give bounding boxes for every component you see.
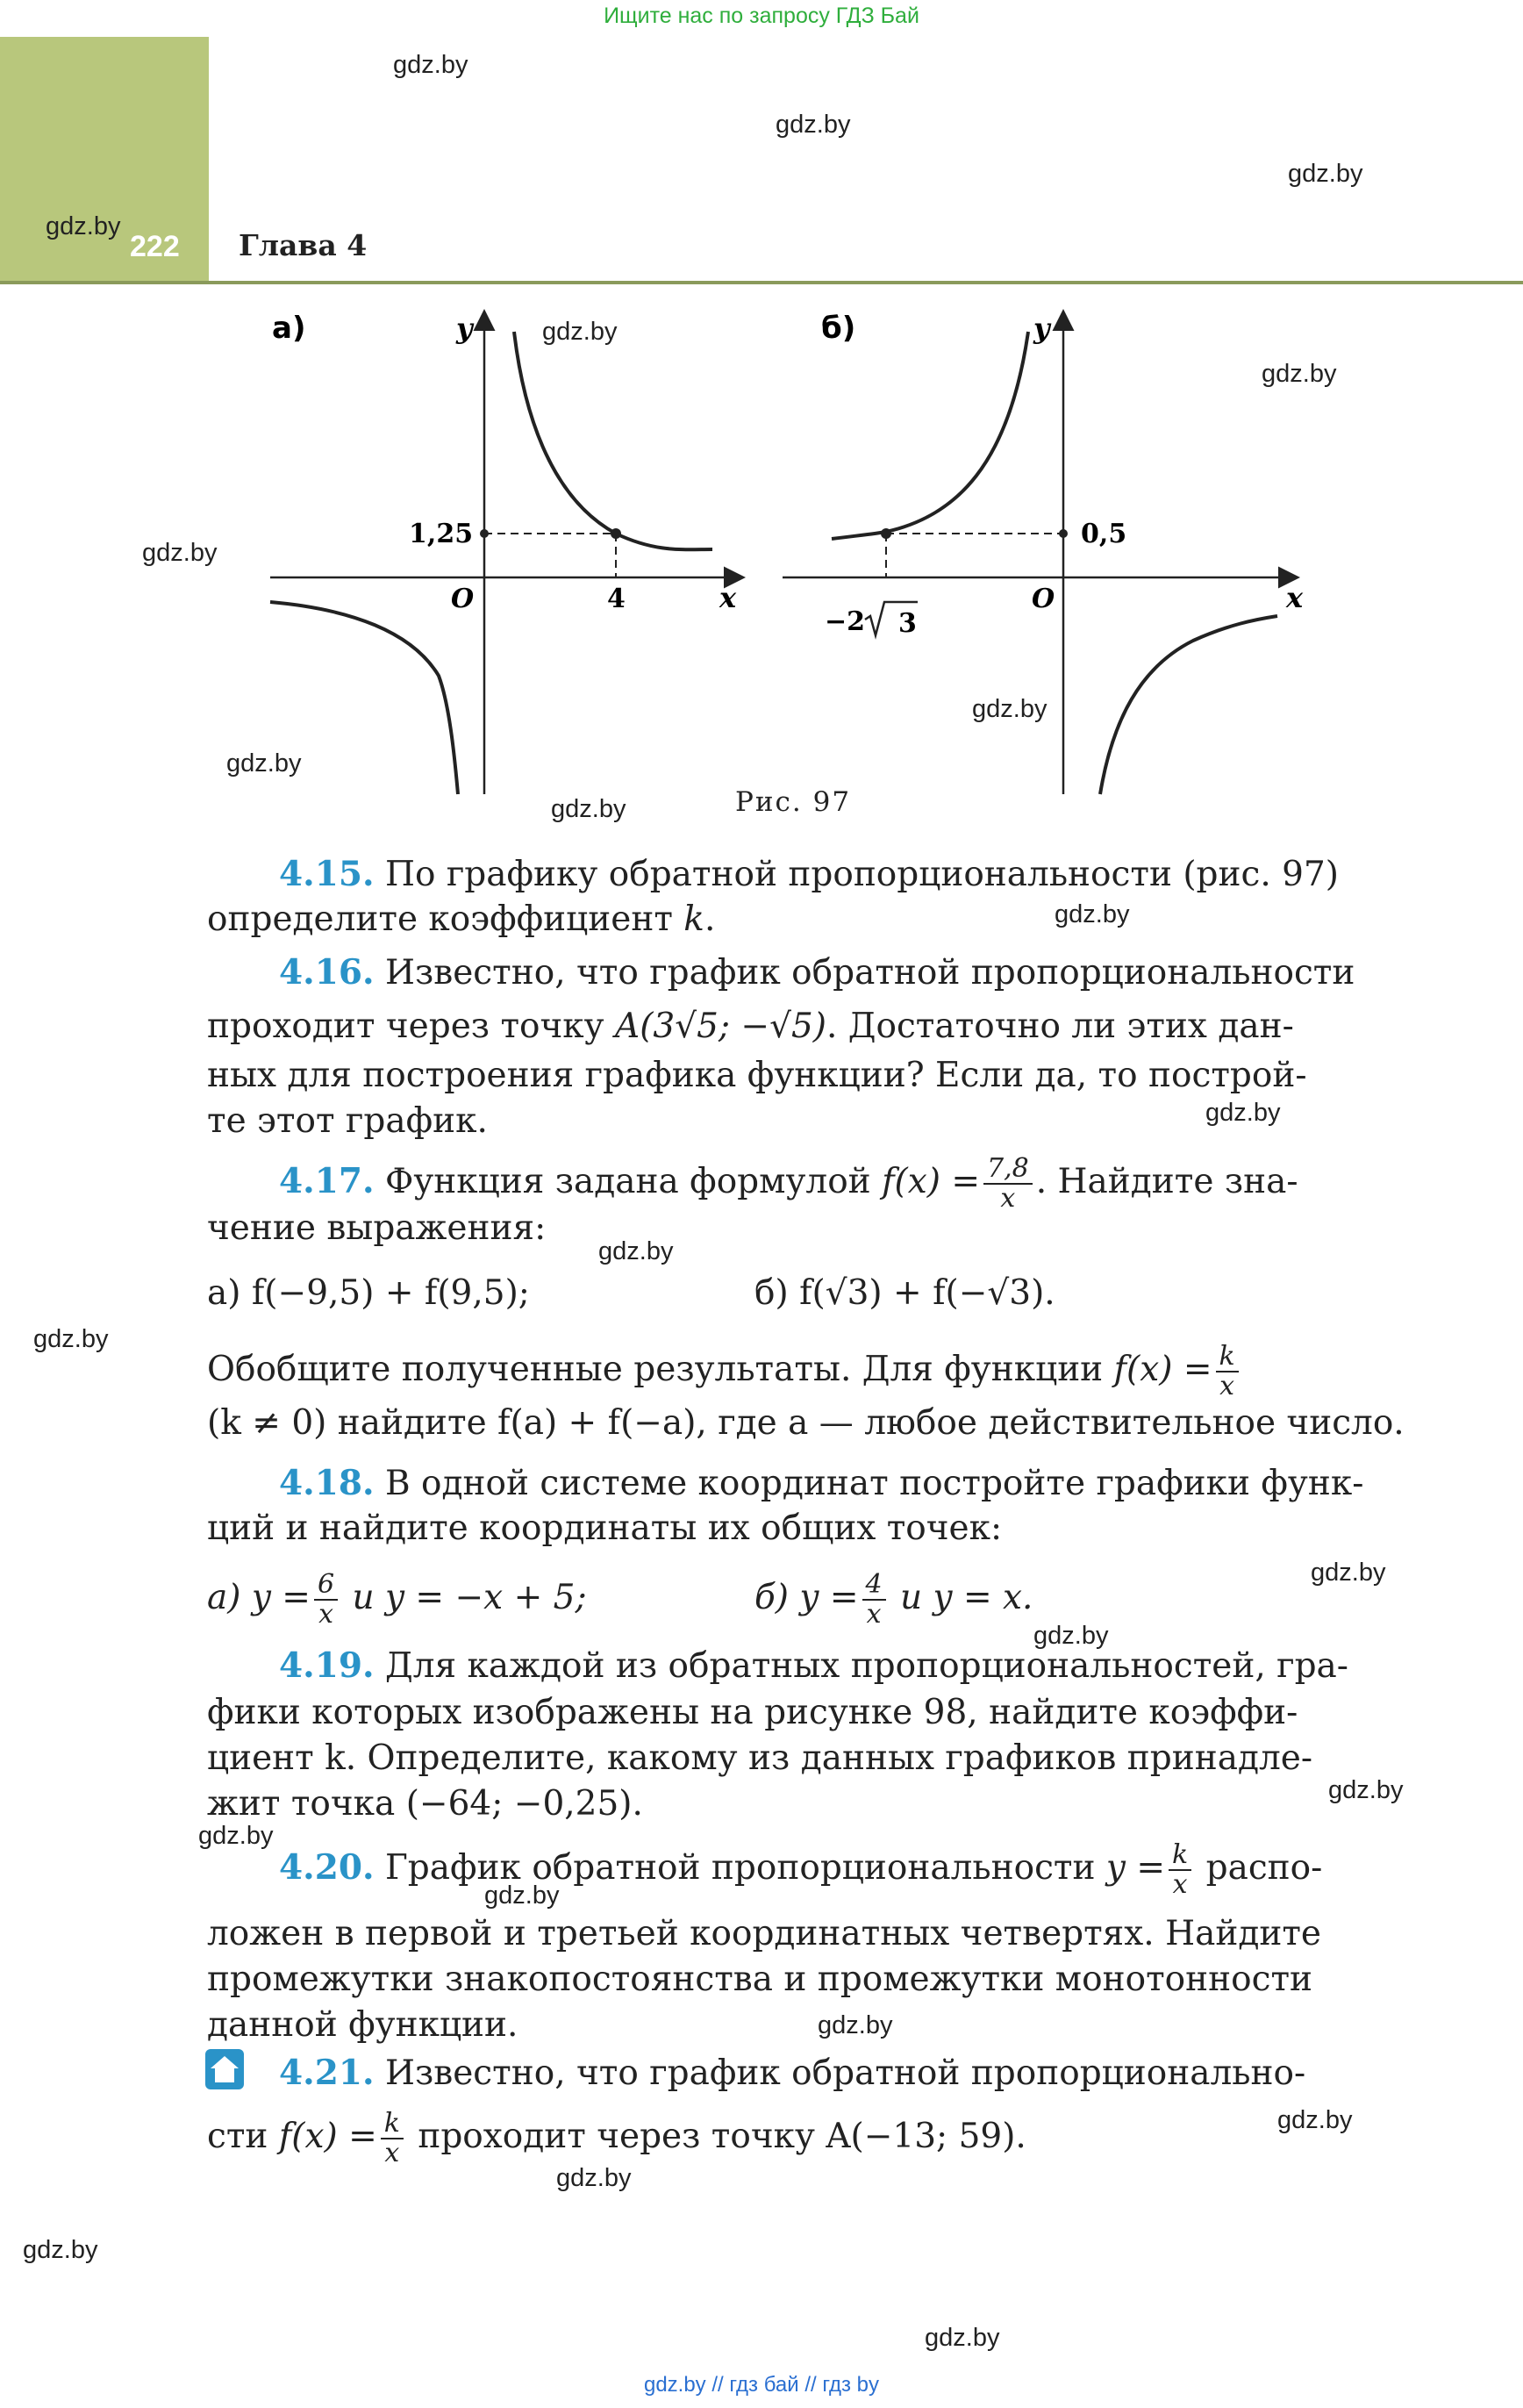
figure-97 bbox=[0, 298, 1523, 807]
x-axis-label: x bbox=[1286, 581, 1304, 614]
problem-4-19-line4: жит точка (−64; −0,25). bbox=[207, 1784, 643, 1824]
svg-text:3: 3 bbox=[898, 608, 917, 639]
watermark: gdz.by bbox=[598, 1237, 674, 1265]
problem-4-17-a: а) f(−9,5) + f(9,5); bbox=[207, 1273, 530, 1313]
problem-4-17: 4.17. Функция задана формулой f(x) = $\frac{7,8}{x}$ . Найдите зна- bbox=[279, 1153, 1298, 1214]
watermark: gdz.by bbox=[972, 695, 1048, 723]
problem-4-19: 4.19. Для каждой из обратных пропорциональностей, гра- bbox=[279, 1645, 1348, 1686]
x-tick-label bbox=[825, 602, 918, 639]
problem-4-17-generalize-line2: (k ≠ 0) найдите f(a) + f(−a), где a — любое действительное число. bbox=[207, 1403, 1405, 1443]
watermark: gdz.by bbox=[1288, 160, 1363, 188]
watermark: gdz.by bbox=[198, 1822, 274, 1850]
watermark: gdz.by bbox=[46, 212, 121, 240]
problem-4-18-a: а) y = $\frac{6}{x}$ и y = −x + 5; bbox=[207, 1569, 587, 1630]
footer-links[interactable]: gdz.by // гдз бай // гдз by bbox=[643, 2373, 880, 2397]
graph-a bbox=[270, 311, 737, 794]
watermark: gdz.by bbox=[226, 749, 302, 778]
watermark: gdz.by bbox=[925, 2324, 1000, 2352]
hyperbola-branch bbox=[832, 332, 1028, 539]
problem-4-16: 4.16. Известно, что график обратной пропорциональности bbox=[279, 952, 1355, 993]
graph-a-label: а) bbox=[272, 311, 306, 346]
problem-4-18: 4.18. В одной системе координат постройте графики функ- bbox=[279, 1463, 1364, 1503]
watermark: gdz.by bbox=[1205, 1099, 1281, 1127]
problem-4-16-line4: те этот график. bbox=[207, 1101, 488, 1141]
problem-number: 4.18. bbox=[279, 1463, 375, 1503]
chapter-title: Глава 4 bbox=[239, 228, 368, 262]
problem-number: 4.19. bbox=[279, 1645, 375, 1686]
watermark: gdz.by bbox=[1262, 360, 1337, 388]
top-banner: Ищите нас по запросу ГДЗ Бай bbox=[604, 4, 919, 28]
y-axis-label: y bbox=[1033, 312, 1050, 345]
svg-text:−2: −2 bbox=[825, 606, 866, 637]
problem-number: 4.17. bbox=[279, 1161, 375, 1201]
problem-number: 4.15. bbox=[279, 854, 375, 894]
watermark: gdz.by bbox=[551, 795, 626, 823]
problem-4-21-line2: сти f(x) = $\frac{k}{x}$ проходит через точку A(−13; 59). bbox=[207, 2108, 1026, 2168]
watermark: gdz.by bbox=[776, 111, 851, 139]
problem-4-19-line2: фики которых изображены на рисунке 98, найдите коэффи- bbox=[207, 1693, 1298, 1732]
problem-4-15-line2: определите коэффициент k. bbox=[207, 899, 716, 939]
watermark: gdz.by bbox=[1328, 1776, 1404, 1804]
point bbox=[480, 529, 489, 538]
hyperbola-branch bbox=[1100, 616, 1277, 794]
problem-4-20: 4.20. График обратной пропорциональности y = $\frac{k}{x}$ распо- bbox=[279, 1839, 1323, 1900]
page-number: 222 bbox=[130, 230, 180, 263]
point bbox=[1059, 529, 1068, 538]
y-tick-label: 1,25 bbox=[409, 519, 474, 549]
watermark: gdz.by bbox=[1277, 2106, 1353, 2134]
watermark: gdz.by bbox=[484, 1881, 560, 1910]
house-icon bbox=[205, 2049, 244, 2089]
problem-4-16-line2: проходит через точку A(3√5; −√5). Достаточно ли этих дан- bbox=[207, 1007, 1294, 1046]
figure-caption: Рис. 97 bbox=[735, 786, 852, 818]
watermark: gdz.by bbox=[142, 539, 218, 567]
problem-number: 4.20. bbox=[279, 1847, 375, 1888]
problem-4-19-line3: циент k. Определите, какому из данных графиков принадле- bbox=[207, 1738, 1312, 1778]
watermark: gdz.by bbox=[23, 2236, 98, 2264]
problem-4-20-line2: ложен в первой и третьей координатных четвертях. Найдите bbox=[207, 1914, 1321, 1953]
hyperbola-branch bbox=[514, 332, 712, 549]
y-tick-label: 0,5 bbox=[1081, 519, 1127, 549]
watermark: gdz.by bbox=[33, 1325, 109, 1353]
origin-label: O bbox=[1032, 584, 1055, 614]
watermark: gdz.by bbox=[818, 2011, 893, 2039]
problem-4-17-b: б) f(√3) + f(−√3). bbox=[754, 1273, 1055, 1313]
problem-4-15: 4.15. По графику обратной пропорциональности (рис. 97) bbox=[279, 854, 1339, 894]
problem-4-20-line3: промежутки знакопостоянства и промежутки монотонности bbox=[207, 1960, 1313, 1999]
graph-b-label: б) bbox=[821, 311, 856, 346]
problem-4-18-b: б) y = $\frac{4}{x}$ и y = x. bbox=[754, 1569, 1033, 1630]
problem-4-21: 4.21. Известно, что график обратной пропорционально- bbox=[279, 2053, 1306, 2093]
x-tick-label: 4 bbox=[607, 584, 626, 614]
watermark: gdz.by bbox=[542, 318, 618, 346]
watermark: gdz.by bbox=[1311, 1559, 1386, 1587]
problem-4-17-generalize: Обобщите полученные результаты. Для функции f(x) = $\frac{k}{x}$ bbox=[207, 1343, 1377, 1401]
watermark: gdz.by bbox=[556, 2164, 632, 2192]
problem-4-20-line4: данной функции. bbox=[207, 2005, 518, 2045]
problem-number: 4.16. bbox=[279, 952, 375, 993]
problem-number: 4.21. bbox=[279, 2053, 375, 2093]
problem-4-16-line3: ных для построения графика функции? Если да, то построй- bbox=[207, 1056, 1307, 1095]
problem-4-18-line2: ций и найдите координаты их общих точек: bbox=[207, 1509, 1003, 1548]
y-axis-label: y bbox=[456, 312, 473, 345]
watermark: gdz.by bbox=[1055, 900, 1130, 928]
watermark: gdz.by bbox=[1033, 1622, 1109, 1650]
hyperbola-branch bbox=[270, 602, 458, 794]
header-divider bbox=[0, 281, 1523, 284]
point-a: A(3√5; −√5) bbox=[615, 1007, 826, 1046]
x-axis-label: x bbox=[719, 581, 737, 614]
problem-4-17-line2: чение выражения: bbox=[207, 1208, 547, 1248]
watermark: gdz.by bbox=[393, 51, 468, 79]
graph-b bbox=[783, 311, 1304, 794]
origin-label: O bbox=[451, 584, 475, 614]
